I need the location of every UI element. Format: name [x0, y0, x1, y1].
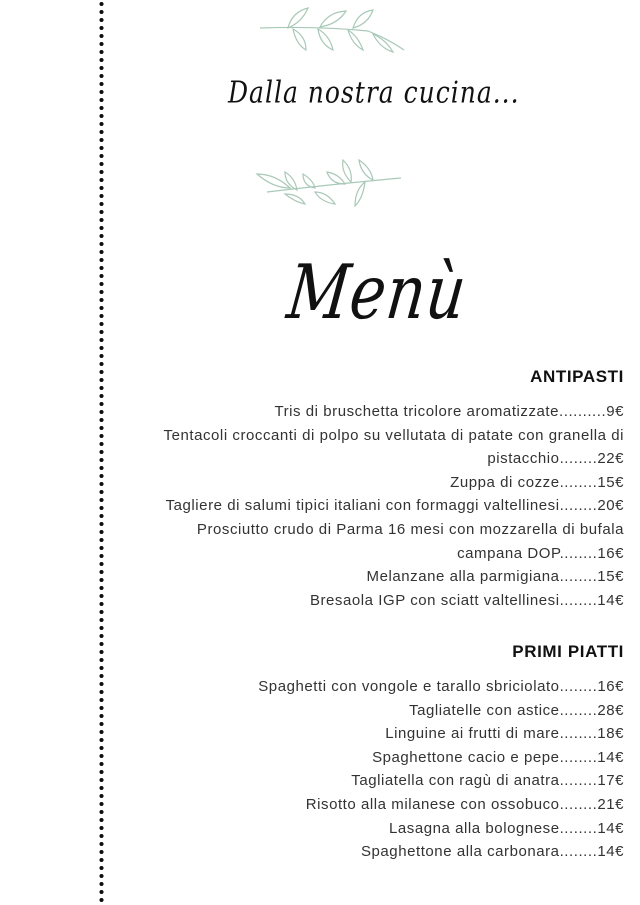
menu-item: Tentacoli croccanti di polpo su vellutata di patate con granella di pistacchio........22€ — [163, 426, 624, 468]
subtitle: Dalla nostra cucina... — [228, 75, 520, 110]
menu-item: Prosciutto crudo di Parma 16 mesi con mozzarella di bufala campana DOP........16€ — [196, 520, 624, 562]
dotted-border — [99, 0, 104, 905]
menu-item: Tagliatella con ragù di anatra........17€ — [351, 772, 624, 790]
menu-item: Spaghetti con vongole e tarallo sbriciolato........16€ — [258, 678, 624, 695]
menu-item: Tagliere di salumi tipici italiani con formaggi valtellinesi........20€ — [165, 497, 624, 515]
menu-item: Tagliatelle con astice........28€ — [409, 701, 624, 719]
menu-title: Menù — [283, 249, 472, 337]
menu-item: Linguine ai frutti di mare........18€ — [385, 725, 624, 743]
section-title: ANTIPASTI — [530, 367, 624, 386]
menu-item: Melanzane alla parmigiana........15€ — [366, 568, 624, 586]
menu-item: Risotto alla milanese con ossobuco........21€ — [305, 795, 624, 813]
menu-item: Spaghettone cacio e pepe........14€ — [372, 748, 624, 766]
leaf-branch-bottom-icon — [255, 158, 403, 208]
section-primi-piatti — [112, 641, 624, 864]
leaf-branch-top-icon — [258, 4, 406, 54]
section-title: PRIMI PIATTI — [512, 642, 624, 661]
menu-item: Bresaola IGP con sciatt valtellinesi........14€ — [309, 591, 624, 609]
menu-item: Zuppa di cozze........15€ — [450, 473, 624, 491]
menu-item: Spaghettone alla carbonara........14€ — [360, 843, 624, 861]
menu-item: Lasagna alla bolognese........14€ — [389, 819, 624, 837]
section-antipasti — [112, 366, 624, 612]
menu-item: Tris di bruschetta tricolore aromatizzate..........9€ — [274, 403, 624, 420]
